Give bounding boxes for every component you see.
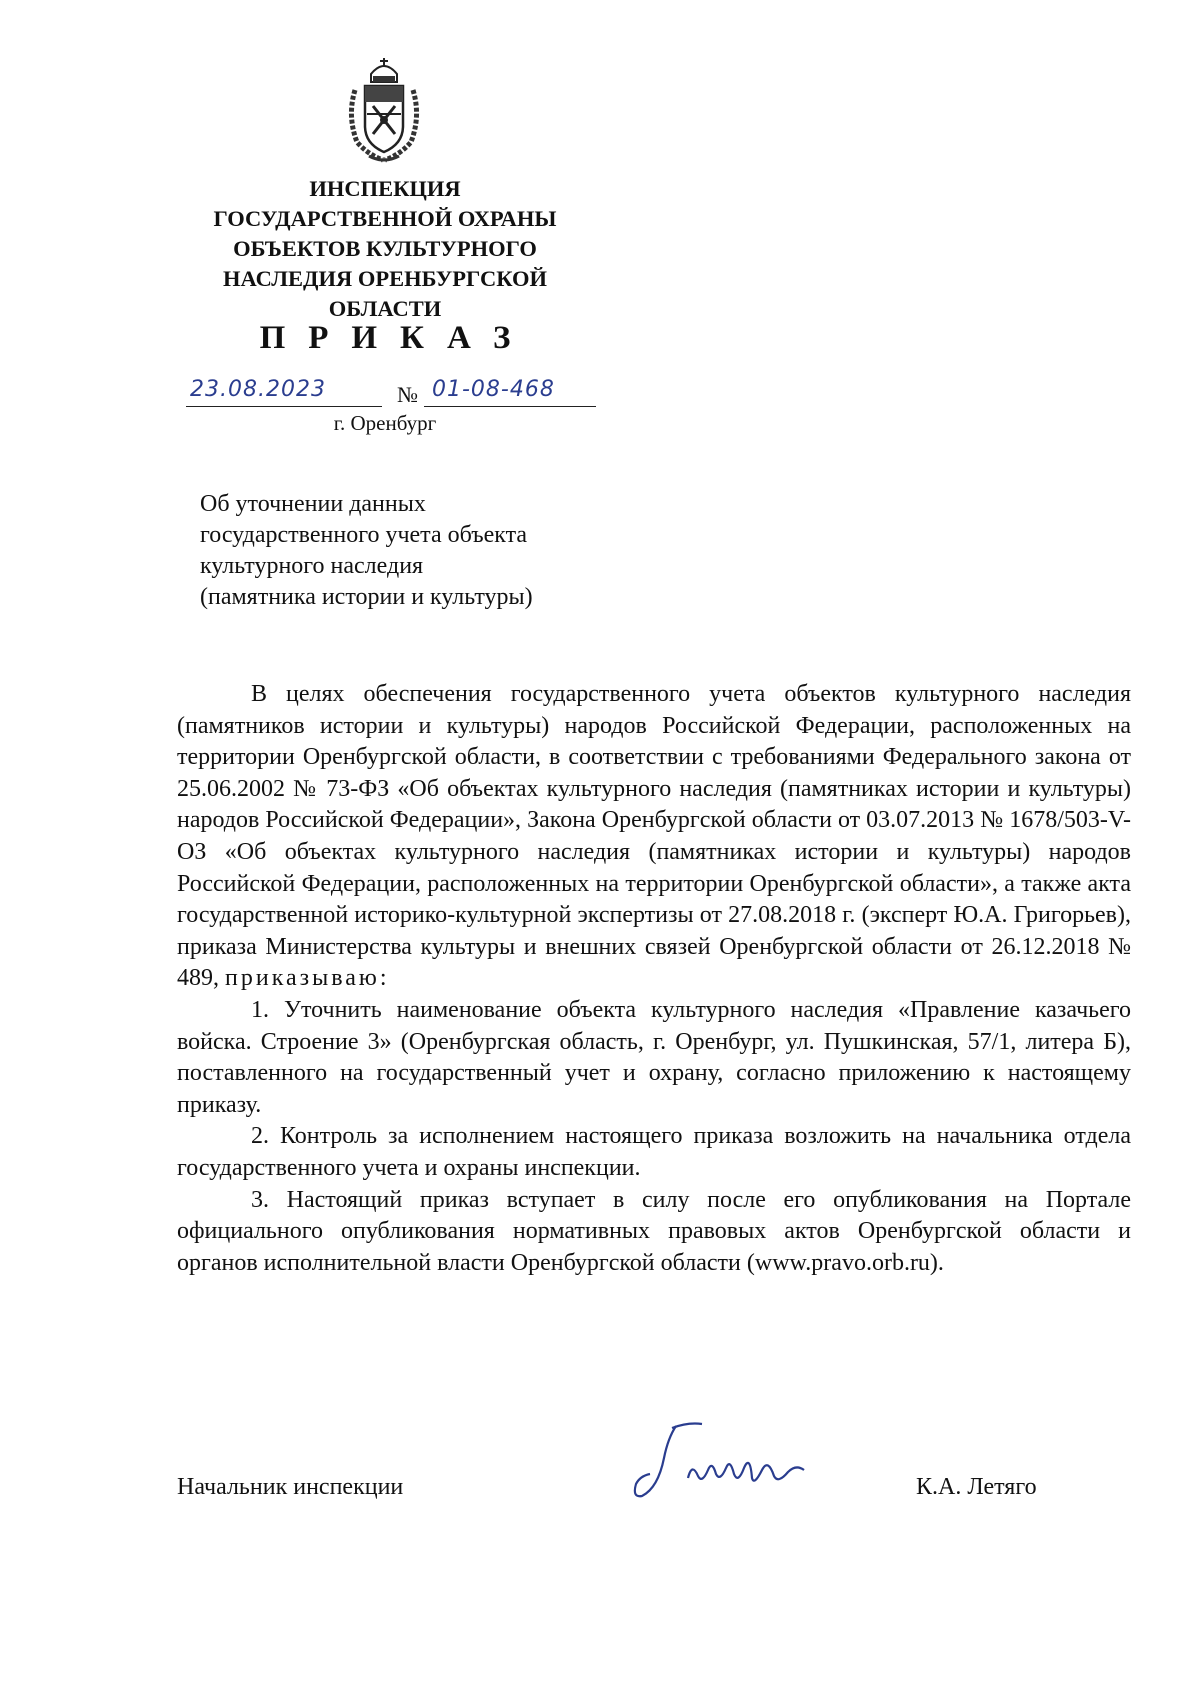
order-item-3: 3. Настоящий приказ вступает в силу после его опубликования на Портале официального опубликования нормативных правовых актов Оренбургской области и органов исполнительной власти Оренбургской области (www.pravo.orb.ru).	[177, 1186, 1131, 1276]
signatory-name: К.А. Летяго	[916, 1474, 1037, 1500]
signatory-title: Начальник инспекции	[177, 1474, 404, 1500]
order-item-1: 1. Уточнить наименование объекта культурного наследия «Правление казачьего войска. Строение 3» (Оренбургская область, г. Оренбург, ул. Пушкинская, 57/1, литера Б), поставленного на государственный учет и охрану, согласно приложению к настоящему приказу.	[177, 996, 1131, 1118]
decree-word: приказываю:	[225, 965, 390, 992]
coat-of-arms-icon	[343, 56, 425, 164]
order-body	[177, 679, 1131, 1279]
city-label: г. Оренбург	[333, 411, 437, 435]
subject-heading	[200, 489, 533, 613]
subject-line: (памятника истории и культуры)	[200, 584, 533, 610]
organization-name	[185, 174, 585, 324]
org-line: ОБЛАСТИ	[328, 296, 442, 321]
org-line: ИНСПЕКЦИЯ	[309, 176, 461, 201]
subject-line: государственного учета объекта	[200, 522, 528, 548]
org-line: ОБЪЕКТОВ КУЛЬТУРНОГО	[233, 236, 537, 261]
document-type-title: ПРИКАЗ	[259, 320, 534, 356]
org-line: НАСЛЕДИЯ ОРЕНБУРГСКОЙ	[222, 266, 548, 291]
order-item-2: 2. Контроль за исполнением настоящего приказа возложить на начальника отдела государственного учета и охраны инспекции.	[177, 1123, 1131, 1181]
handwritten-date: 23.08.2023	[190, 377, 326, 402]
number-sign: №	[397, 382, 418, 407]
preamble-paragraph	[177, 679, 1131, 995]
handwritten-signature-icon	[628, 1418, 818, 1508]
subject-line: культурного наследия	[200, 553, 424, 579]
preamble-text: В целях обеспечения государственного учета объектов культурного наследия (памятников истории и культуры) народов Российской Федерации, расположенных на территории Оренбургской области, в соответствии с требованиями Федерального закона от 25.06.2002 № 73-ФЗ «Об объектах культурного наследия (памятниках истории и культуры) народов Российской Федерации», Закона Оренбургской области от 03.07.2013 № 1678/503-V-ОЗ «Об объектах культурного наследия (памятниках истории и культуры) народов Российской Федерации, расположенных на территории Оренбургской области», а также акта государственной историко-культурной экспертизы от 27.08.2018 г. (эксперт Ю.А. Григорьев), приказа Министерства культуры и внешних связей Оренбургской области от 26.12.2018 № 489,	[177, 681, 1131, 992]
handwritten-number: 01-08-468	[432, 377, 555, 402]
org-line: ГОСУДАРСТВЕННОЙ ОХРАНЫ	[213, 206, 557, 231]
subject-line: Об уточнении данных	[200, 491, 426, 517]
